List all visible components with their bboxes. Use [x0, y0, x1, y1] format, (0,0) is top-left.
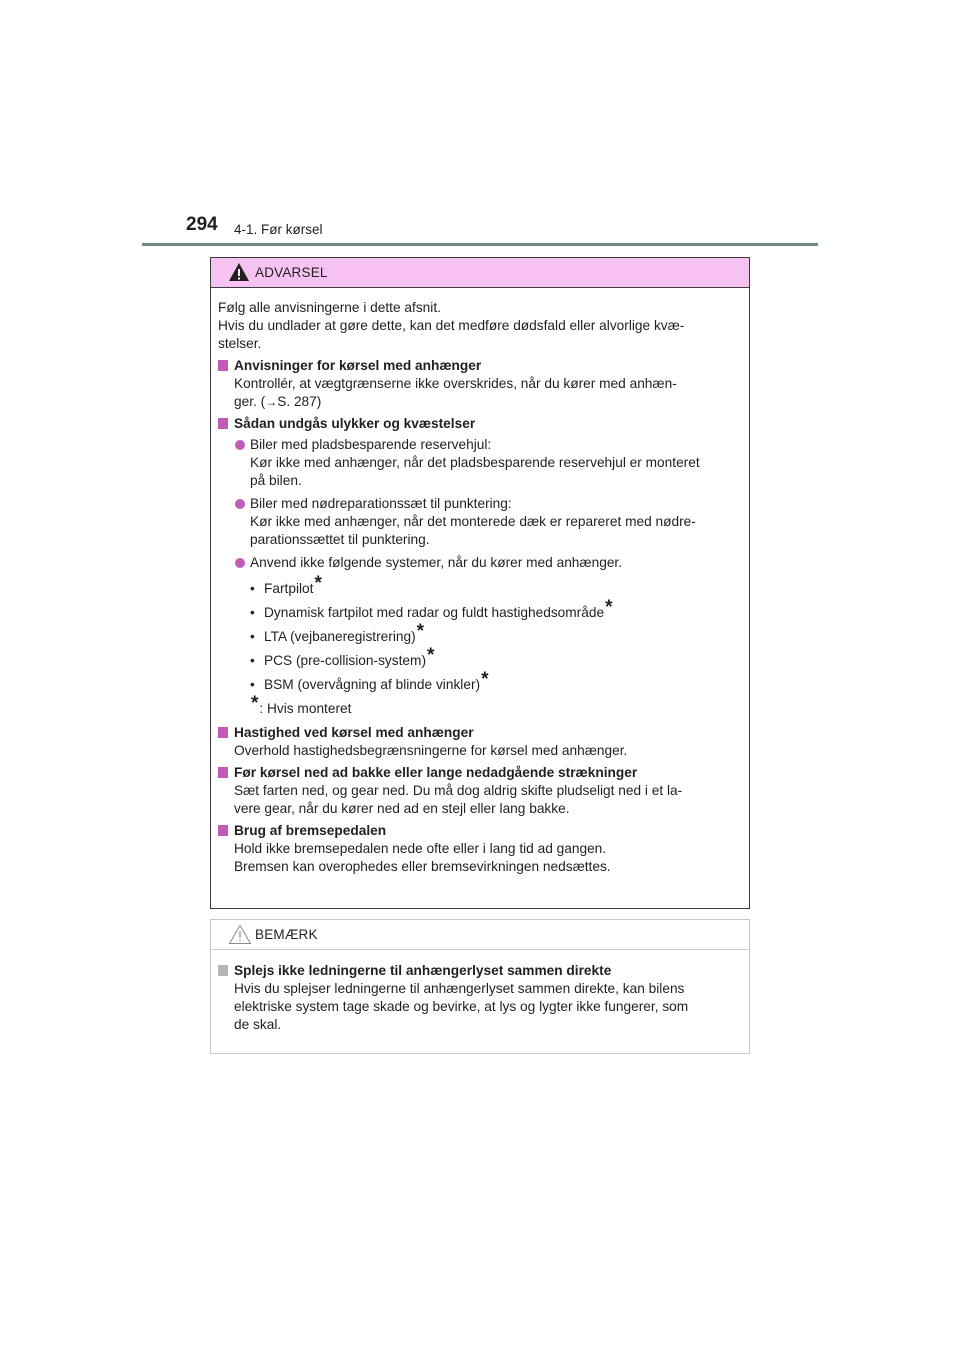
- warning-body: [211, 288, 749, 876]
- section-heading-text: Før kørsel ned ad bakke eller lange nedadgående strækninger: [234, 765, 638, 780]
- system-list-item: • PCS (pre-collision-system)*: [250, 645, 435, 668]
- circle-bullet-item: [218, 554, 742, 572]
- square-marker-icon: [218, 360, 228, 371]
- system-list-item: • BSM (overvågning af blinde vinkler)*: [250, 669, 489, 692]
- section-heading: [218, 357, 742, 375]
- square-marker-icon: [218, 965, 228, 976]
- section-body: [218, 980, 742, 1034]
- bullet: •: [250, 677, 255, 692]
- bullet: •: [250, 629, 255, 644]
- body-line: parationssættet til punktering.: [250, 532, 430, 547]
- section-heading-text: Anvisninger for kørsel med anhænger: [234, 358, 482, 373]
- body-line: Hold ikke bremsepedalen nede ofte eller i lang tid ad gangen.: [234, 841, 607, 856]
- section-title: 4-1. Før kørsel: [234, 222, 323, 237]
- warning-intro-line: Følg alle anvisningerne i dette afsnit.: [218, 300, 441, 315]
- footnote: *: Hvis monteret: [251, 693, 352, 716]
- section-heading-text: Splejs ikke ledningerne til anhængerlyset sammen direkte: [234, 963, 612, 978]
- body-line: Hvis du splejser ledningerne til anhængerlyset sammen direkte, kan bilens: [234, 981, 685, 996]
- system-list-item: • Dynamisk fartpilot med radar og fuldt hastighedsområde*: [250, 597, 613, 620]
- bullet: •: [250, 581, 255, 596]
- section-heading: [218, 724, 742, 742]
- circle-marker-icon: [235, 440, 245, 450]
- arrow-right-icon: →: [265, 395, 278, 409]
- section-heading: [218, 415, 742, 433]
- list-item-text: BSM (overvågning af blinde vinkler): [264, 677, 481, 692]
- body-line: vere gear, når du kører ned ad en stejl eller lang bakke.: [234, 801, 570, 816]
- body-line: Biler med nødreparationssæt til punktering:: [250, 496, 512, 511]
- bullet: •: [250, 653, 255, 668]
- list-item-text: LTA (vejbaneregistrering): [264, 629, 416, 644]
- bullet: •: [250, 605, 255, 620]
- system-list-item: • LTA (vejbaneregistrering)*: [250, 621, 425, 644]
- warning-label: ADVARSEL: [255, 265, 328, 280]
- body-line: [234, 393, 742, 411]
- warning-intro-line: Hvis du undlader at gøre dette, kan det medføre dødsfald eller alvorlige kvæ-: [218, 318, 685, 333]
- body-text: ger. (: [234, 394, 266, 409]
- body-line: Sæt farten ned, og gear ned. Du må dog aldrig skifte pludseligt ned i et la-: [234, 783, 683, 798]
- list-item-text: Fartpilot: [264, 581, 314, 596]
- section-body: [218, 742, 742, 760]
- body-line: Overhold hastighedsbegrænsningerne for kørsel med anhænger.: [234, 743, 628, 758]
- body-line: Kontrollér, at vægtgrænserne ikke overskrides, når du kører med anhæn-: [234, 376, 677, 391]
- body-line: de skal.: [234, 1017, 282, 1032]
- warning-triangle-icon: [228, 262, 250, 282]
- section-heading: [218, 822, 742, 840]
- warning-box: [210, 257, 750, 909]
- section-body: [218, 375, 742, 411]
- list-item-text: Dynamisk fartpilot med radar og fuldt hastighedsområde: [264, 605, 605, 620]
- warning-box-header: [211, 258, 749, 288]
- page-number: 294: [186, 214, 218, 235]
- notice-label: BEMÆRK: [255, 927, 318, 942]
- square-marker-icon: [218, 727, 228, 738]
- caution-triangle-outline-icon: [228, 924, 252, 945]
- section-heading: [218, 962, 742, 980]
- page-reference-link[interactable]: S. 287): [277, 394, 322, 409]
- notice-body: [211, 950, 749, 1034]
- system-list-item: • Fartpilot*: [250, 573, 322, 596]
- section-heading-text: Brug af bremsepedalen: [234, 823, 387, 838]
- list-item-text: PCS (pre-collision-system): [264, 653, 426, 668]
- circle-bullet-item: [218, 436, 742, 490]
- body-line: på bilen.: [250, 473, 302, 488]
- body-line: Anvend ikke følgende systemer, når du kører med anhænger.: [250, 555, 623, 570]
- body-line: Kør ikke med anhænger, når det monterede dæk er repareret med nødre-: [250, 514, 696, 529]
- section-body: [218, 840, 742, 876]
- circle-marker-icon: [235, 499, 245, 509]
- circle-marker-icon: [235, 558, 245, 568]
- notice-box-header: [211, 920, 749, 950]
- notice-box: [210, 919, 750, 1054]
- section-body: [218, 782, 742, 818]
- footnote-text: : Hvis monteret: [259, 701, 352, 716]
- square-marker-icon: [218, 767, 228, 778]
- square-marker-icon: [218, 825, 228, 836]
- warning-intro-line: stelser.: [218, 336, 262, 351]
- body-line: Bremsen kan overophedes eller bremsevirkningen nedsættes.: [234, 859, 611, 874]
- square-marker-icon: [218, 418, 228, 429]
- section-heading-text: Sådan undgås ulykker og kvæstelser: [234, 416, 476, 431]
- section-heading-text: Hastighed ved kørsel med anhænger: [234, 725, 474, 740]
- circle-bullet-item: [218, 495, 742, 549]
- body-line: elektriske system tage skade og bevirke, at lys og lygter ikke fungerer, som: [234, 999, 689, 1014]
- body-line: Biler med pladsbesparende reservehjul:: [250, 437, 492, 452]
- section-heading: [218, 764, 742, 782]
- body-line: Kør ikke med anhænger, når det pladsbesparende reservehjul er monteret: [250, 455, 700, 470]
- header-rule: [142, 243, 818, 246]
